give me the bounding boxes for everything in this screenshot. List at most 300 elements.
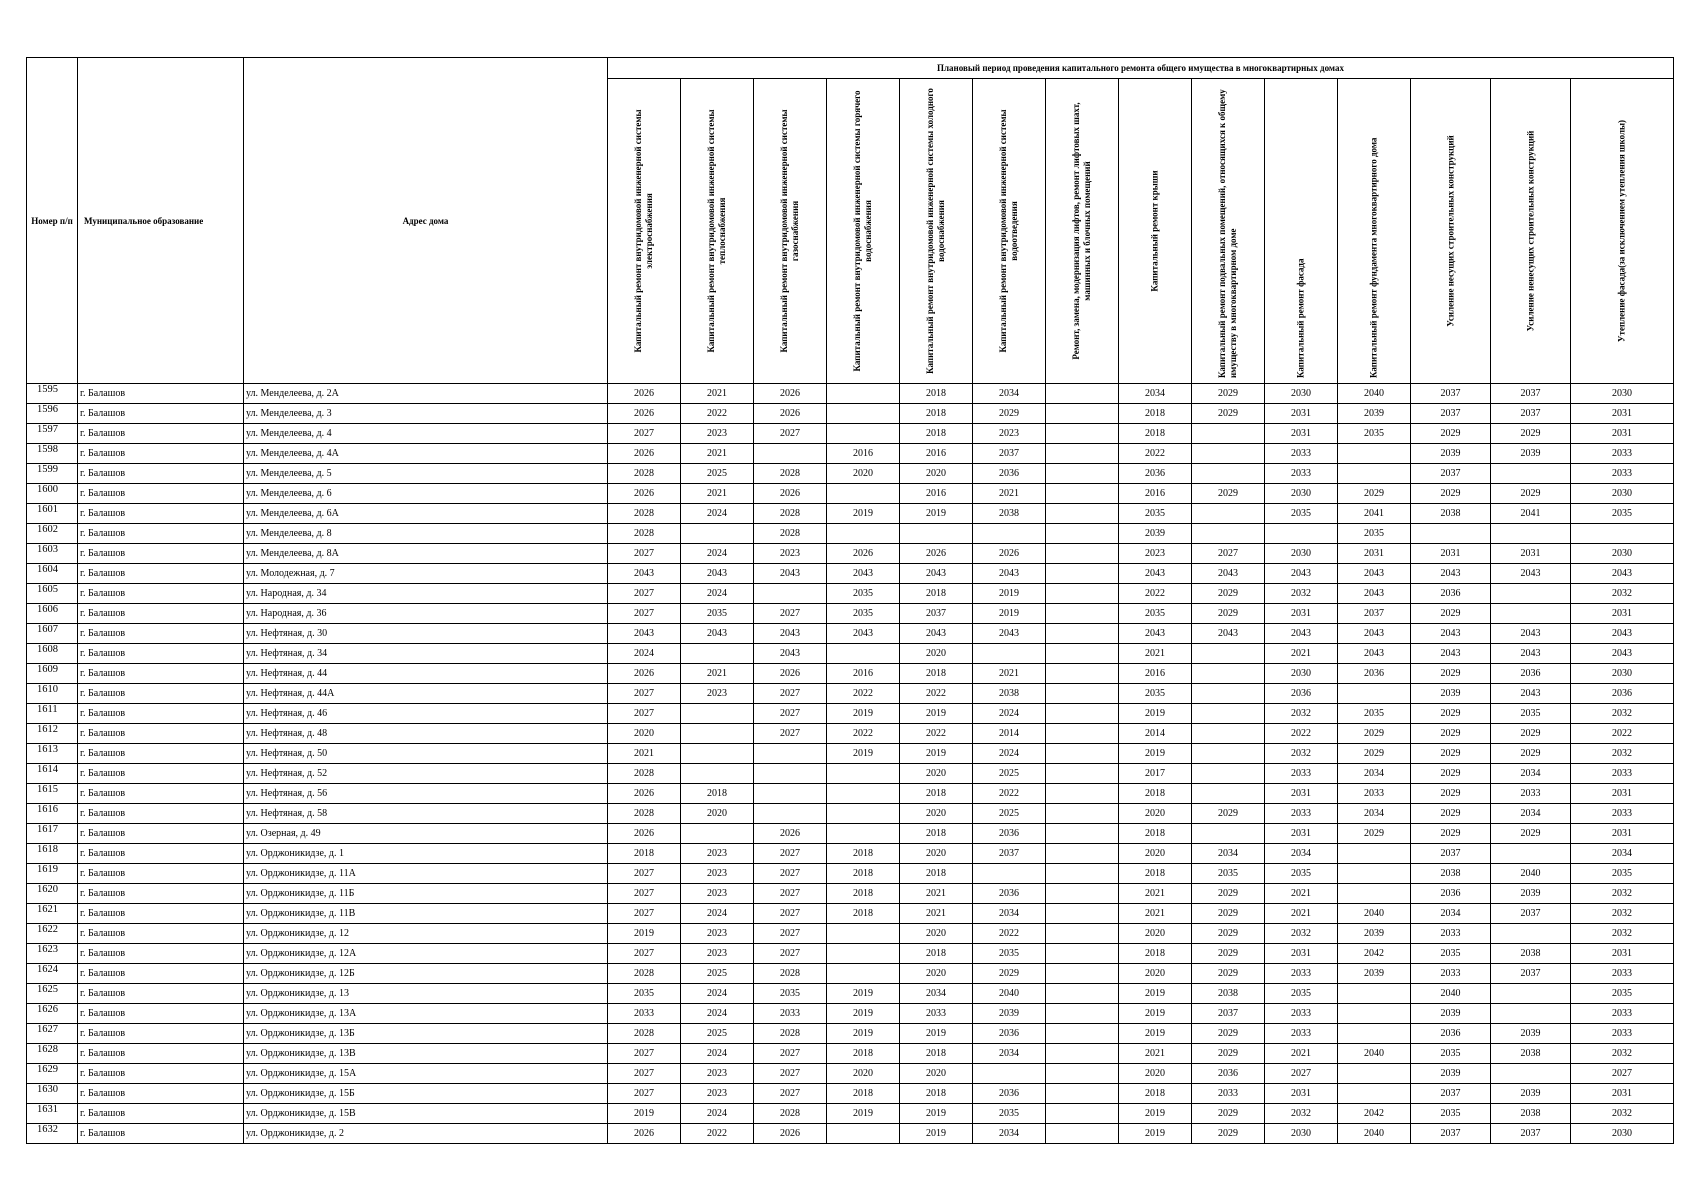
year-cell: 2032 <box>1265 1104 1338 1124</box>
year-cell: 2029 <box>1411 824 1491 844</box>
row-number-cell: 1615 <box>27 784 78 804</box>
year-cell: 2029 <box>1192 964 1265 984</box>
year-cell <box>1491 464 1571 484</box>
year-cell: 2016 <box>827 444 900 464</box>
year-cell: 2032 <box>1571 584 1674 604</box>
year-cell: 2018 <box>1119 1084 1192 1104</box>
header-work-label: Усиление несущих строительных конструкций <box>1445 135 1455 327</box>
year-cell: 2028 <box>754 524 827 544</box>
year-cell <box>1046 624 1119 644</box>
year-cell: 2031 <box>1571 424 1674 444</box>
header-work-label: Ремонт, замена, модернизация лифтов, ремонт лифтовых шахт, машинных и блочных помещений <box>1071 102 1092 360</box>
year-cell <box>1338 684 1411 704</box>
table-row <box>27 1124 1674 1144</box>
year-cell: 2026 <box>608 404 681 424</box>
municipality-cell: г. Балашов <box>78 504 244 524</box>
year-cell: 2043 <box>681 624 754 644</box>
header-municipality: Муниципальное образование <box>78 58 244 384</box>
year-cell: 2029 <box>1411 784 1491 804</box>
year-cell: 2021 <box>1119 644 1192 664</box>
year-cell <box>1046 784 1119 804</box>
table-row <box>27 784 1674 804</box>
row-number-cell: 1610 <box>27 684 78 704</box>
year-cell: 2021 <box>681 384 754 404</box>
year-cell: 2018 <box>681 784 754 804</box>
year-cell <box>1491 984 1571 1004</box>
year-cell: 2043 <box>1265 564 1338 584</box>
year-cell: 2035 <box>973 944 1046 964</box>
year-cell: 2043 <box>900 564 973 584</box>
year-cell: 2029 <box>1411 764 1491 784</box>
year-cell: 2018 <box>900 424 973 444</box>
address-cell: ул. Нефтяная, д. 48 <box>244 724 608 744</box>
year-cell: 2037 <box>973 844 1046 864</box>
year-cell: 2020 <box>1119 924 1192 944</box>
row-number-cell: 1624 <box>27 964 78 984</box>
address-cell: ул. Народная, д. 36 <box>244 604 608 624</box>
year-cell <box>827 484 900 504</box>
year-cell: 2039 <box>1119 524 1192 544</box>
address-cell: ул. Орджоникидзе, д. 13 <box>244 984 608 1004</box>
municipality-cell: г. Балашов <box>78 444 244 464</box>
year-cell: 2037 <box>1338 604 1411 624</box>
address-cell: ул. Молодежная, д. 7 <box>244 564 608 584</box>
header-work-3 <box>754 79 827 384</box>
year-cell: 2019 <box>827 1024 900 1044</box>
year-cell: 2031 <box>1411 544 1491 564</box>
year-cell: 2019 <box>1119 1004 1192 1024</box>
header-work-label: Капитальный ремонт подвальных помещений, относящихся к общему имуществу в многоквартирном доме <box>1217 89 1238 378</box>
year-cell: 2039 <box>973 1004 1046 1024</box>
table-row <box>27 924 1674 944</box>
year-cell <box>1192 704 1265 724</box>
year-cell: 2024 <box>681 504 754 524</box>
year-cell: 2035 <box>1411 1104 1491 1124</box>
year-cell: 2033 <box>1571 964 1674 984</box>
year-cell: 2029 <box>1411 484 1491 504</box>
header-work-4 <box>827 79 900 384</box>
year-cell: 2018 <box>827 884 900 904</box>
year-cell: 2029 <box>1491 484 1571 504</box>
address-cell: ул. Нефтяная, д. 56 <box>244 784 608 804</box>
header-work-label: Утепление фасада(за исключением утепления школы) <box>1616 119 1627 343</box>
header-work-5 <box>900 79 973 384</box>
year-cell: 2039 <box>1338 964 1411 984</box>
address-cell: ул. Озерная, д. 49 <box>244 824 608 844</box>
year-cell: 2025 <box>681 964 754 984</box>
year-cell <box>827 944 900 964</box>
year-cell: 2029 <box>1411 804 1491 824</box>
table-row <box>27 1004 1674 1024</box>
year-cell: 2022 <box>1119 444 1192 464</box>
year-cell: 2031 <box>1265 944 1338 964</box>
year-cell <box>1046 684 1119 704</box>
year-cell: 2023 <box>681 1064 754 1084</box>
year-cell: 2031 <box>1571 824 1674 844</box>
row-number-cell: 1595 <box>27 384 78 404</box>
year-cell: 2036 <box>973 464 1046 484</box>
year-cell: 2018 <box>1119 404 1192 424</box>
year-cell: 2033 <box>1338 784 1411 804</box>
year-cell <box>1046 1084 1119 1104</box>
year-cell: 2019 <box>827 1104 900 1124</box>
year-cell: 2043 <box>608 624 681 644</box>
year-cell: 2026 <box>900 544 973 564</box>
year-cell: 2018 <box>827 1084 900 1104</box>
municipality-cell: г. Балашов <box>78 384 244 404</box>
year-cell: 2039 <box>1411 684 1491 704</box>
year-cell <box>1046 844 1119 864</box>
municipality-cell: г. Балашов <box>78 524 244 544</box>
year-cell: 2041 <box>1338 504 1411 524</box>
year-cell: 2020 <box>827 464 900 484</box>
year-cell: 2031 <box>1571 404 1674 424</box>
year-cell <box>1192 644 1265 664</box>
year-cell: 2031 <box>1571 944 1674 964</box>
year-cell: 2027 <box>608 1044 681 1064</box>
year-cell <box>1046 404 1119 424</box>
header-period-title: Плановый период проведения капитального ремонта общего имущества в многоквартирных домах <box>608 58 1674 79</box>
year-cell <box>1338 1084 1411 1104</box>
municipality-cell: г. Балашов <box>78 804 244 824</box>
year-cell: 2037 <box>900 604 973 624</box>
year-cell <box>1192 744 1265 764</box>
header-work-14 <box>1571 79 1674 384</box>
year-cell: 2030 <box>1265 664 1338 684</box>
year-cell <box>1192 464 1265 484</box>
municipality-cell: г. Балашов <box>78 564 244 584</box>
year-cell: 2033 <box>1265 1024 1338 1044</box>
table-row <box>27 644 1674 664</box>
header-row-top <box>27 58 1674 79</box>
year-cell <box>1338 1004 1411 1024</box>
year-cell: 2037 <box>1411 464 1491 484</box>
year-cell: 2019 <box>1119 744 1192 764</box>
year-cell <box>900 524 973 544</box>
year-cell: 2028 <box>608 804 681 824</box>
year-cell <box>1046 984 1119 1004</box>
row-number-cell: 1631 <box>27 1104 78 1124</box>
header-work-label: Капитальный ремонт крыши <box>1149 170 1160 292</box>
year-cell: 2034 <box>1491 804 1571 824</box>
year-cell: 2037 <box>973 444 1046 464</box>
year-cell: 2031 <box>1265 784 1338 804</box>
year-cell: 2029 <box>1411 664 1491 684</box>
year-cell <box>1491 1004 1571 1024</box>
year-cell: 2029 <box>1192 904 1265 924</box>
year-cell: 2028 <box>608 464 681 484</box>
year-cell: 2020 <box>1119 844 1192 864</box>
address-cell: ул. Нефтяная, д. 30 <box>244 624 608 644</box>
year-cell: 2043 <box>608 564 681 584</box>
table-row <box>27 604 1674 624</box>
row-number-cell: 1604 <box>27 564 78 584</box>
year-cell: 2023 <box>681 884 754 904</box>
year-cell: 2027 <box>754 844 827 864</box>
year-cell <box>973 644 1046 664</box>
year-cell: 2026 <box>608 444 681 464</box>
year-cell: 2030 <box>1571 664 1674 684</box>
row-number-cell: 1630 <box>27 1084 78 1104</box>
year-cell: 2033 <box>1192 1084 1265 1104</box>
year-cell: 2043 <box>754 644 827 664</box>
address-cell: ул. Нефтяная, д. 46 <box>244 704 608 724</box>
year-cell: 2027 <box>754 1044 827 1064</box>
year-cell: 2029 <box>1491 744 1571 764</box>
year-cell: 2037 <box>1411 404 1491 424</box>
year-cell <box>827 964 900 984</box>
year-cell: 2029 <box>1192 804 1265 824</box>
table-row <box>27 764 1674 784</box>
year-cell: 2021 <box>681 484 754 504</box>
year-cell: 2032 <box>1265 924 1338 944</box>
header-work-label: Капитальный ремонт фасада <box>1295 258 1306 378</box>
year-cell: 2039 <box>1411 1004 1491 1024</box>
year-cell: 2019 <box>1119 984 1192 1004</box>
row-number-cell: 1618 <box>27 844 78 864</box>
year-cell: 2023 <box>681 684 754 704</box>
year-cell: 2022 <box>827 724 900 744</box>
year-cell <box>827 784 900 804</box>
year-cell: 2037 <box>1411 1084 1491 1104</box>
year-cell: 2027 <box>754 1064 827 1084</box>
year-cell: 2018 <box>900 664 973 684</box>
address-cell: ул. Орджоникидзе, д. 13А <box>244 1004 608 1024</box>
year-cell <box>1491 524 1571 544</box>
year-cell <box>1192 424 1265 444</box>
year-cell: 2035 <box>827 604 900 624</box>
year-cell <box>1046 904 1119 924</box>
year-cell: 2021 <box>973 484 1046 504</box>
year-cell: 2036 <box>1491 664 1571 684</box>
year-cell <box>1046 1044 1119 1064</box>
year-cell: 2032 <box>1571 904 1674 924</box>
address-cell: ул. Орджоникидзе, д. 12А <box>244 944 608 964</box>
year-cell: 2018 <box>1119 784 1192 804</box>
year-cell: 2035 <box>1411 1044 1491 1064</box>
year-cell: 2019 <box>827 744 900 764</box>
year-cell <box>1046 1064 1119 1084</box>
year-cell: 2023 <box>681 924 754 944</box>
year-cell: 2036 <box>973 824 1046 844</box>
year-cell: 2021 <box>900 904 973 924</box>
year-cell: 2033 <box>1265 1004 1338 1024</box>
year-cell: 2029 <box>1491 724 1571 744</box>
year-cell: 2035 <box>1571 504 1674 524</box>
year-cell: 2033 <box>1571 464 1674 484</box>
year-cell: 2033 <box>1571 444 1674 464</box>
year-cell <box>827 924 900 944</box>
year-cell <box>1338 984 1411 1004</box>
year-cell: 2019 <box>973 584 1046 604</box>
header-work-2 <box>681 79 754 384</box>
table-row <box>27 384 1674 404</box>
row-number-cell: 1614 <box>27 764 78 784</box>
municipality-cell: г. Балашов <box>78 644 244 664</box>
year-cell: 2018 <box>1119 424 1192 444</box>
row-number-cell: 1627 <box>27 1024 78 1044</box>
row-number-cell: 1620 <box>27 884 78 904</box>
table-row <box>27 964 1674 984</box>
year-cell <box>1491 584 1571 604</box>
year-cell <box>1192 824 1265 844</box>
year-cell: 2035 <box>1571 864 1674 884</box>
year-cell <box>1046 724 1119 744</box>
year-cell <box>1491 924 1571 944</box>
table-row <box>27 564 1674 584</box>
year-cell <box>754 584 827 604</box>
address-cell: ул. Орджоникидзе, д. 2 <box>244 1124 608 1144</box>
year-cell: 2029 <box>1411 604 1491 624</box>
year-cell: 2043 <box>1411 624 1491 644</box>
year-cell: 2043 <box>1491 564 1571 584</box>
year-cell: 2034 <box>1119 384 1192 404</box>
year-cell: 2018 <box>900 1044 973 1064</box>
year-cell: 2040 <box>973 984 1046 1004</box>
year-cell: 2039 <box>1411 1064 1491 1084</box>
year-cell: 2033 <box>1265 804 1338 824</box>
header-work-13 <box>1491 79 1571 384</box>
year-cell: 2043 <box>827 624 900 644</box>
year-cell <box>1192 684 1265 704</box>
year-cell: 2036 <box>1571 684 1674 704</box>
row-number-cell: 1612 <box>27 724 78 744</box>
year-cell: 2020 <box>900 804 973 824</box>
year-cell: 2024 <box>973 744 1046 764</box>
year-cell: 2024 <box>681 584 754 604</box>
year-cell <box>1046 384 1119 404</box>
year-cell: 2016 <box>900 484 973 504</box>
table-row <box>27 524 1674 544</box>
year-cell: 2027 <box>608 884 681 904</box>
year-cell: 2038 <box>973 504 1046 524</box>
year-cell <box>1046 444 1119 464</box>
header-work-label: Капитальный ремонт внутридомовой инженерной системы горячего водоснабжения <box>852 90 873 372</box>
year-cell: 2018 <box>900 784 973 804</box>
year-cell: 2027 <box>608 604 681 624</box>
year-cell: 2030 <box>1265 384 1338 404</box>
header-work-8 <box>1119 79 1192 384</box>
address-cell: ул. Менделеева, д. 6 <box>244 484 608 504</box>
header-work-label: Капитальный ремонт внутридомовой инженерной системы водоотведения <box>998 109 1019 353</box>
year-cell <box>1046 824 1119 844</box>
year-cell: 2029 <box>1192 484 1265 504</box>
year-cell <box>754 784 827 804</box>
year-cell: 2029 <box>1192 384 1265 404</box>
year-cell: 2023 <box>1119 544 1192 564</box>
year-cell <box>1338 884 1411 904</box>
year-cell: 2022 <box>973 924 1046 944</box>
table-row <box>27 544 1674 564</box>
year-cell: 2028 <box>608 504 681 524</box>
address-cell: ул. Менделеева, д. 3 <box>244 404 608 424</box>
row-number-cell: 1601 <box>27 504 78 524</box>
year-cell: 2036 <box>973 884 1046 904</box>
year-cell: 2025 <box>973 804 1046 824</box>
year-cell: 2020 <box>900 464 973 484</box>
table-row <box>27 464 1674 484</box>
year-cell <box>1046 764 1119 784</box>
year-cell: 2022 <box>1265 724 1338 744</box>
year-cell: 2035 <box>1338 704 1411 724</box>
year-cell: 2035 <box>1192 864 1265 884</box>
year-cell <box>1192 524 1265 544</box>
year-cell <box>1046 584 1119 604</box>
year-cell: 2028 <box>608 964 681 984</box>
row-number-cell: 1600 <box>27 484 78 504</box>
row-number-cell: 1602 <box>27 524 78 544</box>
year-cell: 2039 <box>1491 444 1571 464</box>
year-cell <box>754 764 827 784</box>
year-cell: 2034 <box>900 984 973 1004</box>
row-number-cell: 1626 <box>27 1004 78 1024</box>
header-work-label: Капитальный ремонт внутридомовой инженерной системы электроснабжения <box>633 109 654 353</box>
table-row <box>27 904 1674 924</box>
table-row <box>27 724 1674 744</box>
year-cell: 2023 <box>681 424 754 444</box>
year-cell: 2035 <box>1338 424 1411 444</box>
year-cell: 2028 <box>754 964 827 984</box>
table-row <box>27 844 1674 864</box>
year-cell: 2028 <box>754 1104 827 1124</box>
year-cell: 2039 <box>1491 1084 1571 1104</box>
year-cell <box>827 644 900 664</box>
year-cell <box>827 804 900 824</box>
year-cell <box>1046 924 1119 944</box>
year-cell: 2032 <box>1265 584 1338 604</box>
year-cell <box>1046 464 1119 484</box>
year-cell: 2033 <box>1265 464 1338 484</box>
table-row <box>27 704 1674 724</box>
row-number-cell: 1622 <box>27 924 78 944</box>
address-cell: ул. Нефтяная, д. 44А <box>244 684 608 704</box>
year-cell: 2023 <box>681 844 754 864</box>
year-cell: 2027 <box>754 944 827 964</box>
year-cell: 2019 <box>1119 704 1192 724</box>
address-cell: ул. Орджоникидзе, д. 12Б <box>244 964 608 984</box>
year-cell: 2029 <box>1338 744 1411 764</box>
municipality-cell: г. Балашов <box>78 864 244 884</box>
year-cell <box>1046 884 1119 904</box>
row-number-cell: 1605 <box>27 584 78 604</box>
row-number-cell: 1597 <box>27 424 78 444</box>
year-cell: 2036 <box>1265 684 1338 704</box>
year-cell: 2028 <box>754 1024 827 1044</box>
year-cell: 2032 <box>1571 744 1674 764</box>
address-cell: ул. Менделеева, д. 4 <box>244 424 608 444</box>
year-cell: 2033 <box>1265 964 1338 984</box>
year-cell: 2019 <box>1119 1024 1192 1044</box>
year-cell: 2031 <box>1265 1084 1338 1104</box>
year-cell: 2023 <box>681 864 754 884</box>
year-cell: 2035 <box>1265 504 1338 524</box>
year-cell: 2043 <box>1411 564 1491 584</box>
year-cell: 2035 <box>1119 684 1192 704</box>
year-cell: 2026 <box>754 484 827 504</box>
header-work-label: Капитальный ремонт внутридомовой инженерной системы теплоснабжения <box>706 109 727 353</box>
municipality-cell: г. Балашов <box>78 924 244 944</box>
year-cell: 2033 <box>1265 764 1338 784</box>
year-cell: 2018 <box>1119 824 1192 844</box>
year-cell: 2035 <box>1119 504 1192 524</box>
row-number-cell: 1603 <box>27 544 78 564</box>
year-cell: 2043 <box>1571 644 1674 664</box>
year-cell <box>1192 764 1265 784</box>
municipality-cell: г. Балашов <box>78 964 244 984</box>
municipality-cell: г. Балашов <box>78 1104 244 1124</box>
table-row <box>27 984 1674 1004</box>
year-cell: 2031 <box>1571 604 1674 624</box>
